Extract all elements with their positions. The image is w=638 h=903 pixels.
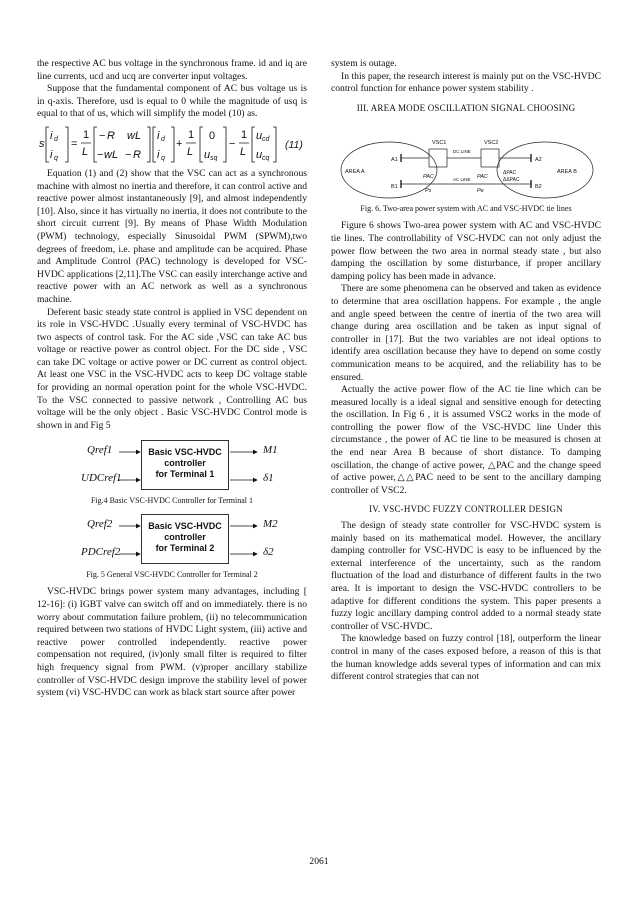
fig4-input-udcref1: UDCref1 — [81, 472, 122, 485]
svg-text:+: + — [176, 137, 183, 150]
svg-text:q: q — [54, 154, 58, 162]
paragraph: Figure 6 shows Two-area power system with AC and VSC-HVDC tie lines. The controllability of VSC-HVDC can not only adjust the power flow between the two area in normal steady state , but also damping the oscillation by some disturbance, if proper ancillary damping policy has been made in advance. — [331, 220, 601, 282]
fig4-output-m1: M1 — [263, 444, 278, 457]
fig6-a1-label: A1 — [391, 157, 398, 164]
svg-text:d: d — [161, 135, 165, 143]
paragraph: Deferent basic steady state control is applied in VSC dependent on its role in VSC-HVDC .Usually every terminal of VSC-HVDC has two aspects of control task. For the AC side ,VSC can take AC bus voltage or reactive power as control object. For the DC side , VSC can take DC voltage or active power or DC current as control object. At least one VSC in the VSC-HVDC acts to keep DC voltage stable for providing an normal operation point for the whole VSC-HVDC. To the VSC connected to passive network , Controlling AC bus voltage will be the only object . Basic VSC-HVDC Control mode is shown in and Fig 5 — [37, 306, 307, 431]
svg-text:1: 1 — [83, 128, 90, 141]
paragraph: There are some phenomena can be observed and taken as evidence to determine that area oscillation happens. For example , the angle and angle speed between the centre of inertia of the two area will change during area oscillation and be taken as input signal of controller in [17]. But the two variables are not ideal options to identify area oscillation because they have to depend on some costly communication means to be acquired, and the reliability has to be ensured. — [331, 283, 601, 383]
figure-6 — [331, 118, 601, 202]
fig6-acline-label: AC LINE — [453, 177, 471, 183]
fig6-ddpac-label: ΔΔPAC — [503, 177, 520, 184]
paragraph: Equation (1) and (2) show that the VSC can act as a synchronous machine with almost no inertia and therefore, it can control active and reactive power almost instantaneously [9], and almost independently [10]. Also, since it has virtually no inertia, it does not contribute to the short circuit current [9]. By means of Phase Width Modulation (PWM) technology, especially Sinusoidal PWM (SPWM),two degrees of freedom, i.e. phase and amplitude can be acquired. Phase and Amplitude Control (PAC) technology is developed for VSC-HVDC applications [2,11].The VSC can easily interchange active and reactive power with an AC network as well as a synchronous machine. — [37, 167, 307, 305]
svg-text:wL: wL — [104, 148, 119, 161]
equation-graphic — [37, 122, 307, 166]
figure-5-caption: Fig. 5 General VSC-HVDC Controller for Terminal 2 — [86, 570, 258, 580]
fig6-dpac-label: ΔPAC — [503, 170, 517, 177]
paragraph: VSC-HVDC brings power system many advantages, including [ 12-16]: (i) IGBT valve can switch off and on immediately. there is no worry about commutation failure problem, (ii) no telecommunication required between two stations of HVDC Light system, (iii) active and reactive power controlled independently. reactive power compensation not required, (iv)only small filter is required to filter high frequency signal from PWM. (v)proper ancillary stabilize controller of VSC-HVDC design improve the stability level of power system (vi) VSC-HVDC can work as black start source after power — [37, 586, 307, 699]
svg-text:=: = — [71, 137, 78, 150]
section-heading-3: III. AREA MODE OSCILLATION SIGNAL CHOOSING — [356, 102, 576, 113]
svg-text:i: i — [50, 148, 53, 161]
fig6-area-a-label: AREA A — [345, 169, 365, 176]
svg-text:1: 1 — [188, 128, 195, 141]
figure-6-diagram — [331, 118, 601, 202]
paragraph: system is outage. — [331, 58, 397, 69]
fig5-input-qref2: Qref2 — [87, 518, 113, 531]
figure-4 — [37, 438, 307, 494]
svg-text:−: − — [229, 137, 236, 150]
right-column — [331, 58, 601, 684]
svg-text:−: − — [125, 148, 132, 161]
svg-text:i: i — [157, 148, 160, 161]
fig6-pac-label: PAC — [423, 174, 434, 181]
paragraph: The design of steady state controller for VSC-HVDC system is mainly based on its mathematical model. However, the ancillary damping controller for VSC-HVDC is easy to be influenced by the external interference of the uncertainty, such as the random fluctuation of the load and disturbance of different faults in the two area. It is important to design the VSC-HVDC controllers to be adaptive for different conditions the system. This paper presents a fuzzy logic ancillary damping control added to a normal steady state controller of VSC-HVDC. — [331, 520, 601, 632]
paragraph: Suppose that the fundamental component of AC bus voltage us is in q-axis. Therefore, usd is equal to 0 while the magnitude of usq is equal to that of us, which will simplify the model (10) as. — [37, 83, 307, 120]
fig6-dcline-label: DC LINE — [453, 149, 471, 155]
svg-text:cq: cq — [262, 154, 270, 162]
fig5-controller-block: Basic VSC-HVDC controller for Terminal 2 — [141, 514, 229, 564]
svg-text:sq: sq — [210, 154, 218, 162]
svg-text:u: u — [256, 148, 263, 161]
fig5-output-m2: M2 — [263, 518, 278, 531]
paragraph: Actually the active power flow of the AC tie line which can be measured locally is a ideal signal and sensitive enough for detecting the oscillation. In Fig 6 , it is assumed VSC2 works in the mode of controlling the power flow of the VSC-HVDC line Under this circumstance , the power of AC tie line to be measured is chosen at the end near Area B because of short distance. To damping oscillation, the change of active power, △PAC and the change speed of active power,△△PAC need to be sent to the ancillary damping controller of VSC2. — [331, 384, 601, 496]
svg-text:L: L — [82, 145, 89, 158]
equation-number: (11) — [285, 138, 303, 151]
svg-text:i: i — [157, 129, 160, 142]
svg-text:−: − — [97, 148, 104, 161]
svg-text:q: q — [161, 154, 165, 162]
svg-text:i: i — [50, 129, 53, 142]
paragraph: the respective AC bus voltage in the synchronous frame. id and iq are line currents, ucd and ucq are converter input voltages. — [37, 58, 307, 82]
svg-text:R: R — [133, 148, 141, 161]
svg-text:wL: wL — [127, 129, 142, 142]
fig6-b1-label: B1 — [391, 184, 398, 191]
svg-text:u: u — [204, 148, 211, 161]
svg-text:R: R — [107, 129, 115, 142]
figure-4-caption: Fig.4 Basic VSC-HVDC Controller for Terminal 1 — [90, 496, 254, 506]
fig6-area-b-label: AREA B — [557, 169, 577, 176]
fig6-ps-label: Ps — [425, 188, 432, 195]
fig4-output-delta1: δ1 — [263, 472, 274, 485]
svg-text:0: 0 — [209, 129, 216, 142]
paragraph: The knowledge based on fuzzy control [18], outperform the linear control in many of the cases exposed before, a reason of this is that the human knowledge adds several types of information and can mix different control strategies that can not — [331, 633, 601, 683]
fig6-b2-label: B2 — [535, 184, 542, 191]
fig5-input-pdcref2: PDCref2 — [81, 546, 121, 559]
svg-text:d: d — [54, 135, 58, 143]
fig6-pac2-label: PAC — [477, 174, 488, 181]
fig5-output-delta2: δ2 — [263, 546, 274, 559]
page-number: 2061 — [309, 856, 329, 867]
fig6-vsc1-label: VSC1 — [432, 140, 447, 147]
svg-text:L: L — [187, 145, 194, 158]
fig4-input-qref1: Qref1 — [87, 444, 113, 457]
figure-6-caption: Fig. 6. Two-area power system with AC and VSC-HVDC tie lines — [360, 204, 572, 214]
fig4-controller-block: Basic VSC-HVDC controller for Terminal 1 — [141, 440, 229, 490]
section-heading-4: IV. VSC-HVDC FUZZY CONTROLLER DESIGN — [369, 504, 563, 515]
left-column — [37, 58, 307, 700]
svg-text:u: u — [256, 129, 263, 142]
equation-11 — [37, 122, 307, 166]
svg-text:L: L — [240, 145, 247, 158]
paragraph: In this paper, the research interest is mainly put on the VSC-HVDC control function for enhance power system stability . — [331, 70, 601, 95]
figure-5 — [37, 512, 307, 568]
svg-text:s: s — [39, 137, 45, 150]
svg-text:cd: cd — [262, 135, 270, 143]
fig6-vsc2-label: VSC2 — [484, 140, 499, 147]
fig6-a2-label: A2 — [535, 157, 542, 164]
fig6-pe-label: Pe — [477, 188, 484, 195]
svg-text:−: − — [99, 129, 106, 142]
svg-text:1: 1 — [241, 128, 248, 141]
